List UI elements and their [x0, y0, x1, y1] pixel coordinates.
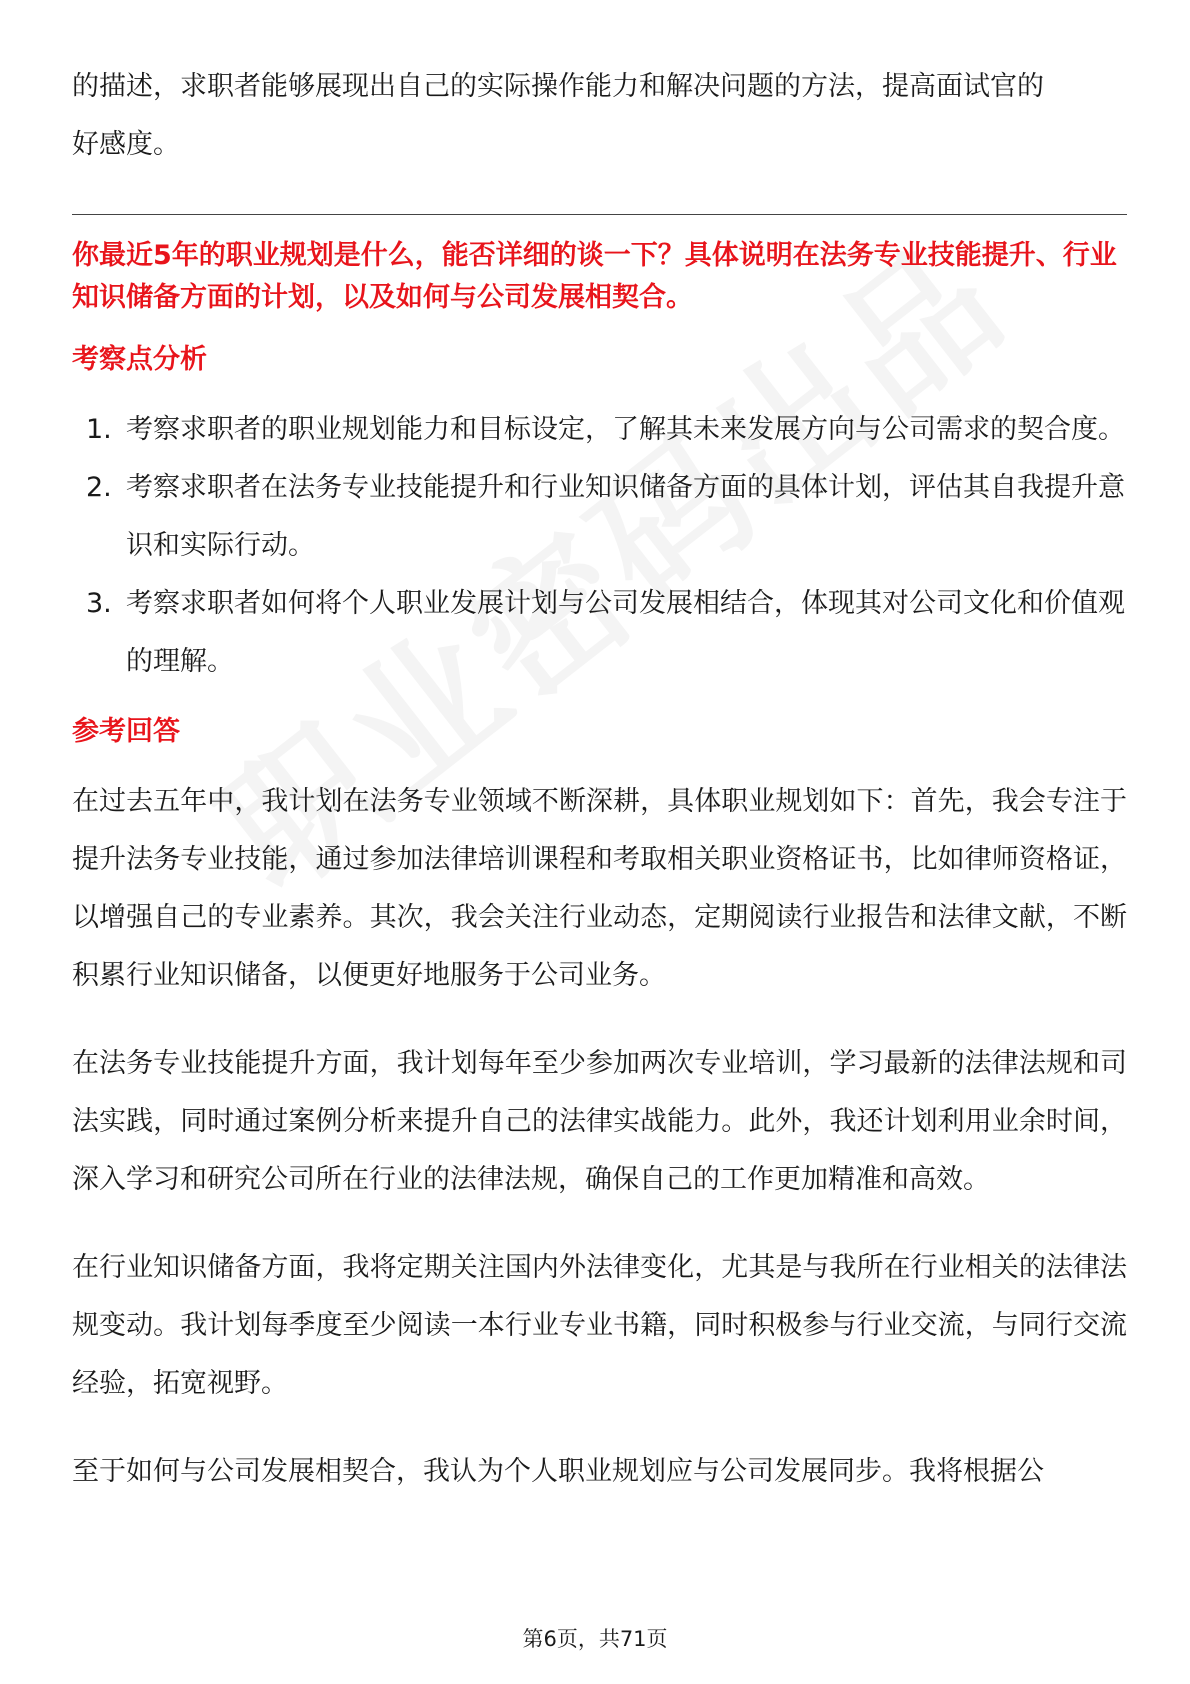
- section-divider: [72, 214, 1127, 215]
- document-page: [72, 58, 1127, 1501]
- answer-paragraph: 在行业知识储备方面，我将定期关注国内外法律变化，尤其是与我所在行业相关的法律法规变动。我计划每季度至少阅读一本行业专业书籍，同时积极参与行业交流，与同行交流经验，拓宽视野。: [72, 1252, 1127, 1399]
- list-item: [72, 401, 1127, 459]
- question-title: 你最近5年的职业规划是什么，能否详细的谈一下？具体说明在法务专业技能提升、行业知识储备方面的计划，以及如何与公司发展相契合。: [72, 240, 1117, 313]
- analysis-list: [72, 401, 1127, 691]
- list-item: [72, 459, 1127, 575]
- intro-line: 好感度。: [72, 129, 180, 160]
- answer-paragraph: 至于如何与公司发展相契合，我认为个人职业规划应与公司发展同步。我将根据公: [72, 1456, 1044, 1487]
- answer-paragraph: 在过去五年中，我计划在法务专业领域不断深耕，具体职业规划如下：首先，我会专注于提升法务专业技能，通过参加法律培训课程和考取相关职业资格证书，比如律师资格证，以增强自己的专业素养。其次，我会关注行业动态，定期阅读行业报告和法律文献，不断积累行业知识储备，以便更好地服务于公司业务。: [72, 786, 1127, 991]
- analysis-heading: 考察点分析: [72, 344, 207, 375]
- list-item-number: 3.: [86, 588, 112, 619]
- list-item-number: 2.: [86, 472, 112, 503]
- intro-line: 的描述，求职者能够展现出自己的实际操作能力和解决问题的方法，提高面试官的: [72, 71, 1044, 102]
- list-item-text: 考察求职者在法务专业技能提升和行业知识储备方面的具体计划，评估其自我提升意识和实际行动。: [126, 472, 1125, 561]
- list-item-text: 考察求职者如何将个人职业发展计划与公司发展相结合，体现其对公司文化和价值观的理解。: [126, 588, 1125, 677]
- answer-heading: 参考回答: [72, 716, 180, 747]
- list-item-text: 考察求职者的职业规划能力和目标设定，了解其未来发展方向与公司需求的契合度。: [126, 414, 1125, 445]
- list-item: [72, 575, 1127, 691]
- page-number-footer: 第6页，共71页: [522, 1627, 668, 1651]
- answer-paragraph: 在法务专业技能提升方面，我计划每年至少参加两次专业培训，学习最新的法律法规和司法实践，同时通过案例分析来提升自己的法律实战能力。此外，我还计划利用业余时间，深入学习和研究公司所在行业的法律法规，确保自己的工作更加精准和高效。: [72, 1048, 1127, 1195]
- list-item-number: 1.: [86, 414, 112, 445]
